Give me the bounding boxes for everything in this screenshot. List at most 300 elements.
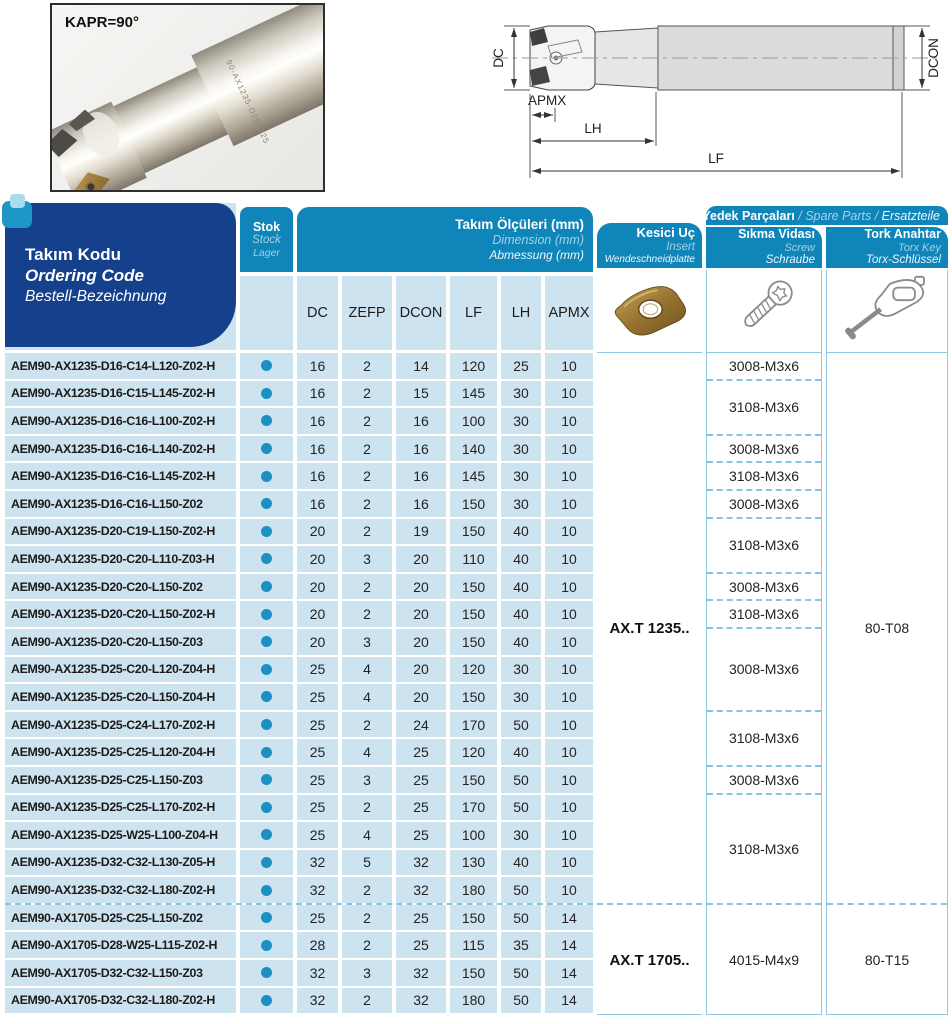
ordering-code: AEM90-AX1235-D16-C16-L140-Z02-H bbox=[5, 436, 236, 464]
dim-dc-value: 16 bbox=[297, 408, 338, 436]
dimensions-header-de: Abmessung (mm) bbox=[489, 247, 584, 262]
dim-zefp-value: 3 bbox=[342, 767, 392, 795]
dim-zefp-value: 2 bbox=[342, 932, 392, 960]
column-header-apmx: APMX bbox=[545, 276, 593, 350]
insert-column bbox=[597, 270, 702, 1015]
insert-header-de: Wendeschneidplatte bbox=[604, 253, 695, 265]
stock-cell bbox=[240, 822, 293, 850]
dim-lf-value: 150 bbox=[450, 601, 497, 629]
stock-cell bbox=[240, 491, 293, 519]
insert-groups bbox=[597, 353, 702, 1015]
dim-dc-value: 32 bbox=[297, 988, 338, 1016]
screw-group bbox=[707, 436, 821, 464]
dim-dc-value: 25 bbox=[297, 684, 338, 712]
stock-dot bbox=[261, 774, 272, 785]
stock-dot bbox=[261, 636, 272, 647]
dim-lh-value: 50 bbox=[501, 905, 541, 933]
ordering-code: AEM90-AX1235-D25-C25-L170-Z02-H bbox=[5, 795, 236, 823]
screw-group bbox=[707, 463, 821, 491]
screw-group bbox=[707, 712, 821, 767]
lh-label: LH bbox=[584, 121, 602, 136]
stock-column-header bbox=[240, 207, 293, 272]
ordering-header-en: Ordering Code bbox=[25, 266, 145, 286]
screw-group bbox=[707, 491, 821, 519]
dimension-column-headers bbox=[297, 276, 593, 350]
dim-zefp-value: 2 bbox=[342, 519, 392, 547]
ordering-code: AEM90-AX1235-D25-C24-L170-Z02-H bbox=[5, 712, 236, 740]
dim-apmx-value: 10 bbox=[545, 408, 593, 436]
dim-zefp-value: 2 bbox=[342, 905, 392, 933]
dim-dcon-value: 25 bbox=[396, 822, 446, 850]
dim-zefp-value: 2 bbox=[342, 988, 392, 1016]
catalog-table bbox=[5, 203, 948, 1021]
dim-zefp-value: 2 bbox=[342, 795, 392, 823]
stock-cell bbox=[240, 795, 293, 823]
dim-lh-value: 50 bbox=[501, 877, 541, 905]
dim-dcon-value: 20 bbox=[396, 574, 446, 602]
series-divider-dashed bbox=[5, 903, 593, 905]
screw-group bbox=[707, 353, 821, 381]
table-row bbox=[5, 905, 593, 933]
ordering-code: AEM90-AX1235-D16-C14-L120-Z02-H bbox=[5, 353, 236, 381]
dim-lh-value: 50 bbox=[501, 988, 541, 1016]
stock-dot bbox=[261, 553, 272, 564]
dim-lh-value: 40 bbox=[501, 546, 541, 574]
table-row bbox=[5, 491, 593, 519]
stock-dot bbox=[261, 664, 272, 675]
separator: / bbox=[794, 208, 806, 223]
stock-dot bbox=[261, 471, 272, 482]
stock-dot bbox=[261, 885, 272, 896]
stock-dot bbox=[261, 857, 272, 868]
stock-cell bbox=[240, 712, 293, 740]
torx-groups bbox=[827, 353, 947, 1015]
dim-apmx-value: 10 bbox=[545, 684, 593, 712]
table-row bbox=[5, 850, 593, 878]
torx-image-cell bbox=[827, 270, 947, 353]
dim-dcon-value: 25 bbox=[396, 795, 446, 823]
insert-image-cell bbox=[597, 270, 702, 353]
screw-group-label: 3108-M3x6 bbox=[728, 840, 800, 857]
stock-cell bbox=[240, 574, 293, 602]
stock-header-tr: Stok bbox=[252, 219, 281, 234]
dim-dcon-value: 14 bbox=[396, 353, 446, 381]
table-row bbox=[5, 574, 593, 602]
dim-dcon-value: 25 bbox=[396, 905, 446, 933]
column-header-zefp: ZEFP bbox=[342, 276, 392, 350]
dim-lf-value: 140 bbox=[450, 436, 497, 464]
dim-dcon-value: 16 bbox=[396, 408, 446, 436]
screw-group-label: 3108-M3x6 bbox=[728, 399, 800, 416]
dim-zefp-value: 4 bbox=[342, 657, 392, 685]
ordering-code: AEM90-AX1235-D25-C25-L150-Z03 bbox=[5, 767, 236, 795]
dim-lh-value: 50 bbox=[501, 795, 541, 823]
stock-dot bbox=[261, 719, 272, 730]
stock-cell bbox=[240, 932, 293, 960]
ordering-code: AEM90-AX1235-D32-C32-L130-Z05-H bbox=[5, 850, 236, 878]
torx-header-de: Torx-Schlüssel bbox=[866, 254, 941, 267]
dim-dc-value: 25 bbox=[297, 767, 338, 795]
screw-icon bbox=[712, 275, 816, 347]
table-row bbox=[5, 932, 593, 960]
torx-group-label: 80-T08 bbox=[864, 620, 910, 636]
dim-zefp-value: 3 bbox=[342, 960, 392, 988]
screw-group bbox=[707, 381, 821, 436]
ordering-code: AEM90-AX1705-D32-C32-L150-Z03 bbox=[5, 960, 236, 988]
dim-dc-value: 32 bbox=[297, 960, 338, 988]
torx-group-label: 80-T15 bbox=[864, 952, 910, 969]
ordering-code: AEM90-AX1235-D20-C19-L150-Z02-H bbox=[5, 519, 236, 547]
ordering-code: AEM90-AX1235-D20-C20-L150-Z02 bbox=[5, 574, 236, 602]
table-row bbox=[5, 546, 593, 574]
torx-group bbox=[827, 905, 947, 1015]
stock-dot bbox=[261, 691, 272, 702]
dim-lh-value: 30 bbox=[501, 822, 541, 850]
ordering-code: AEM90-AX1235-D16-C16-L150-Z02 bbox=[5, 491, 236, 519]
insert-group-label: AX.T 1705.. bbox=[609, 951, 690, 969]
dim-lh-value: 40 bbox=[501, 601, 541, 629]
dim-dcon-value: 20 bbox=[396, 629, 446, 657]
ordering-code: AEM90-AX1235-D32-C32-L180-Z02-H bbox=[5, 877, 236, 905]
stock-dot bbox=[261, 940, 272, 951]
spare-parts-de: Ersatzteile bbox=[881, 208, 940, 223]
table-row bbox=[5, 463, 593, 491]
dim-dc-value: 20 bbox=[297, 546, 338, 574]
stock-cell bbox=[240, 381, 293, 409]
screw-group-label: 3108-M3x6 bbox=[728, 606, 800, 623]
dim-dc-value: 16 bbox=[297, 463, 338, 491]
ordering-code: AEM90-AX1705-D32-C32-L180-Z02-H bbox=[5, 988, 236, 1016]
dim-zefp-value: 3 bbox=[342, 629, 392, 657]
spare-parts-band bbox=[702, 206, 948, 225]
ordering-code: AEM90-AX1705-D28-W25-L115-Z02-H bbox=[5, 932, 236, 960]
spare-parts-tr: Yedek Parçaları bbox=[702, 208, 795, 223]
stock-cell bbox=[240, 767, 293, 795]
dim-dc-value: 20 bbox=[297, 629, 338, 657]
dim-zefp-value: 2 bbox=[342, 463, 392, 491]
dim-dcon-value: 32 bbox=[396, 960, 446, 988]
ordering-code: AEM90-AX1235-D16-C16-L145-Z02-H bbox=[5, 463, 236, 491]
screw-group-label: 4015-M4x9 bbox=[728, 952, 800, 969]
dim-lh-value: 30 bbox=[501, 381, 541, 409]
dim-dcon-value: 25 bbox=[396, 767, 446, 795]
dim-lh-value: 30 bbox=[501, 436, 541, 464]
dim-lf-value: 150 bbox=[450, 574, 497, 602]
screw-group bbox=[707, 629, 821, 712]
dim-dc-value: 20 bbox=[297, 519, 338, 547]
column-header-lh: LH bbox=[501, 276, 541, 350]
ordering-code: AEM90-AX1235-D20-C20-L150-Z03 bbox=[5, 629, 236, 657]
torx-column-header bbox=[826, 227, 948, 268]
dim-dc-value: 25 bbox=[297, 712, 338, 740]
dim-apmx-value: 10 bbox=[545, 381, 593, 409]
dim-lf-value: 150 bbox=[450, 491, 497, 519]
stock-header-de: Lager bbox=[253, 247, 280, 260]
screw-group-label: 3008-M3x6 bbox=[728, 440, 800, 457]
dim-apmx-value: 10 bbox=[545, 877, 593, 905]
dim-apmx-value: 10 bbox=[545, 850, 593, 878]
dim-dc-value: 32 bbox=[297, 877, 338, 905]
dim-lf-value: 150 bbox=[450, 905, 497, 933]
stock-dot bbox=[261, 747, 272, 758]
screw-column bbox=[706, 270, 822, 1015]
screw-group-label: 3008-M3x6 bbox=[728, 578, 800, 595]
stock-dot bbox=[261, 829, 272, 840]
dim-lf-value: 120 bbox=[450, 739, 497, 767]
dim-lh-value: 50 bbox=[501, 712, 541, 740]
stock-cell bbox=[240, 436, 293, 464]
tool-engraving: 90-AX1235-D25-C25 bbox=[224, 58, 272, 146]
dim-zefp-value: 2 bbox=[342, 381, 392, 409]
dim-lf-value: 145 bbox=[450, 463, 497, 491]
ordering-header-de: Bestell-Bezeichnung bbox=[25, 287, 167, 305]
dim-apmx-value: 10 bbox=[545, 795, 593, 823]
dim-apmx-value: 10 bbox=[545, 546, 593, 574]
insert-column-header bbox=[597, 223, 702, 268]
dim-apmx-value: 14 bbox=[545, 960, 593, 988]
dim-dcon-value: 32 bbox=[396, 988, 446, 1016]
stock-cell bbox=[240, 850, 293, 878]
dim-lf-value: 120 bbox=[450, 353, 497, 381]
screw-groups bbox=[707, 353, 821, 1015]
dim-apmx-value: 10 bbox=[545, 629, 593, 657]
screw-group bbox=[707, 601, 821, 629]
dim-apmx-value: 10 bbox=[545, 739, 593, 767]
stock-dot bbox=[261, 388, 272, 399]
dim-lh-value: 30 bbox=[501, 491, 541, 519]
torx-header-en: Torx Key bbox=[897, 241, 941, 254]
screw-image-cell bbox=[707, 270, 821, 353]
dim-lh-value: 30 bbox=[501, 684, 541, 712]
table-row bbox=[5, 601, 593, 629]
dim-dc-value: 16 bbox=[297, 436, 338, 464]
stock-cell bbox=[240, 408, 293, 436]
screw-group bbox=[707, 519, 821, 574]
dim-lf-value: 150 bbox=[450, 629, 497, 657]
dim-apmx-value: 10 bbox=[545, 353, 593, 381]
tool-photo-panel bbox=[50, 3, 325, 192]
table-row bbox=[5, 739, 593, 767]
tool-photo bbox=[50, 3, 325, 192]
ordering-code: AEM90-AX1235-D20-C20-L150-Z02-H bbox=[5, 601, 236, 629]
ordering-code: AEM90-AX1235-D16-C15-L145-Z02-H bbox=[5, 381, 236, 409]
dim-zefp-value: 4 bbox=[342, 739, 392, 767]
stock-dot bbox=[261, 967, 272, 978]
table-row bbox=[5, 657, 593, 685]
dim-dc-value: 25 bbox=[297, 795, 338, 823]
screw-group bbox=[707, 767, 821, 795]
dim-dc-value: 25 bbox=[297, 822, 338, 850]
dim-lh-value: 40 bbox=[501, 519, 541, 547]
dim-apmx-value: 14 bbox=[545, 988, 593, 1016]
table-row bbox=[5, 960, 593, 988]
stock-cell bbox=[240, 629, 293, 657]
table-row bbox=[5, 629, 593, 657]
torx-header-tr: Tork Anahtar bbox=[864, 227, 941, 242]
dim-apmx-value: 10 bbox=[545, 601, 593, 629]
column-header-lf: LF bbox=[450, 276, 497, 350]
dim-dcon-value: 20 bbox=[396, 601, 446, 629]
insert-group bbox=[597, 353, 702, 905]
stock-cell bbox=[240, 546, 293, 574]
column-header-dc: DC bbox=[297, 276, 338, 350]
dimensions-header-tr: Takım Ölçüleri (mm) bbox=[455, 216, 584, 232]
dim-dc-value: 25 bbox=[297, 739, 338, 767]
torx-key-icon bbox=[832, 275, 942, 347]
dim-dc-value: 28 bbox=[297, 932, 338, 960]
table-row bbox=[5, 436, 593, 464]
screw-group-label: 3008-M3x6 bbox=[728, 661, 800, 678]
table-row bbox=[5, 519, 593, 547]
apmx-label: APMX bbox=[528, 93, 567, 108]
dim-lh-value: 50 bbox=[501, 767, 541, 795]
dim-zefp-value: 2 bbox=[342, 491, 392, 519]
dc-label: DC bbox=[491, 48, 506, 68]
screw-header-de: Schraube bbox=[765, 254, 815, 267]
dim-lh-value: 30 bbox=[501, 408, 541, 436]
dim-apmx-value: 10 bbox=[545, 574, 593, 602]
dim-zefp-value: 4 bbox=[342, 822, 392, 850]
dimensions-header-en: Dimension (mm) bbox=[492, 232, 584, 247]
dim-lh-value: 40 bbox=[501, 850, 541, 878]
dim-lf-value: 150 bbox=[450, 960, 497, 988]
dim-apmx-value: 10 bbox=[545, 463, 593, 491]
stock-cell bbox=[240, 601, 293, 629]
dim-dcon-value: 16 bbox=[396, 491, 446, 519]
dim-dcon-value: 25 bbox=[396, 739, 446, 767]
column-header-dcon: DCON bbox=[396, 276, 446, 350]
screw-group-label: 3008-M3x6 bbox=[728, 495, 800, 512]
table-row bbox=[5, 988, 593, 1016]
dim-lh-value: 30 bbox=[501, 657, 541, 685]
dim-lf-value: 145 bbox=[450, 381, 497, 409]
dimensions-header bbox=[297, 207, 593, 272]
stock-header-en: Stock bbox=[252, 234, 281, 247]
dim-apmx-value: 14 bbox=[545, 932, 593, 960]
screw-group-label: 3108-M3x6 bbox=[728, 537, 800, 554]
torx-group bbox=[827, 353, 947, 905]
table-row bbox=[5, 684, 593, 712]
bookmark-tab-icon bbox=[2, 194, 33, 229]
ordering-code: AEM90-AX1705-D25-C25-L150-Z02 bbox=[5, 905, 236, 933]
dim-dcon-value: 16 bbox=[396, 436, 446, 464]
dim-dcon-value: 32 bbox=[396, 850, 446, 878]
dim-dcon-value: 20 bbox=[396, 684, 446, 712]
dim-lf-value: 170 bbox=[450, 712, 497, 740]
screw-group-label: 3008-M3x6 bbox=[728, 357, 800, 374]
dim-dcon-value: 20 bbox=[396, 657, 446, 685]
ordering-code: AEM90-AX1235-D25-C20-L120-Z04-H bbox=[5, 657, 236, 685]
dim-lf-value: 110 bbox=[450, 546, 497, 574]
dim-apmx-value: 14 bbox=[545, 905, 593, 933]
insert-header-tr: Kesici Uç bbox=[636, 225, 695, 241]
stock-subheader-cell bbox=[240, 276, 293, 350]
dim-apmx-value: 10 bbox=[545, 491, 593, 519]
stock-cell bbox=[240, 877, 293, 905]
dim-lf-value: 150 bbox=[450, 684, 497, 712]
dim-zefp-value: 2 bbox=[342, 408, 392, 436]
screw-group bbox=[707, 795, 821, 905]
screw-group-label: 3108-M3x6 bbox=[728, 730, 800, 747]
kapr-angle-label: KAPR=90° bbox=[65, 14, 139, 31]
dim-lf-value: 115 bbox=[450, 932, 497, 960]
dimension-diagram bbox=[478, 2, 950, 192]
stock-cell bbox=[240, 657, 293, 685]
stock-cell bbox=[240, 905, 293, 933]
ordering-code: AEM90-AX1235-D25-C25-L120-Z04-H bbox=[5, 739, 236, 767]
ordering-code: AEM90-AX1235-D25-W25-L100-Z04-H bbox=[5, 822, 236, 850]
spare-parts-en: Spare Parts bbox=[805, 208, 872, 223]
screw-header-en: Screw bbox=[784, 241, 815, 254]
stock-dot bbox=[261, 498, 272, 509]
dim-lf-value: 150 bbox=[450, 519, 497, 547]
dim-zefp-value: 2 bbox=[342, 574, 392, 602]
table-row bbox=[5, 408, 593, 436]
stock-cell bbox=[240, 739, 293, 767]
ordering-code: AEM90-AX1235-D20-C20-L110-Z03-H bbox=[5, 546, 236, 574]
dim-lh-value: 40 bbox=[501, 629, 541, 657]
dim-dcon-value: 32 bbox=[396, 877, 446, 905]
screw-group-label: 3108-M3x6 bbox=[728, 468, 800, 485]
dim-zefp-value: 4 bbox=[342, 684, 392, 712]
table-rows bbox=[5, 353, 593, 1015]
dim-zefp-value: 2 bbox=[342, 436, 392, 464]
table-row bbox=[5, 712, 593, 740]
dim-dc-value: 16 bbox=[297, 491, 338, 519]
dim-lh-value: 30 bbox=[501, 463, 541, 491]
dim-zefp-value: 2 bbox=[342, 601, 392, 629]
dim-apmx-value: 10 bbox=[545, 436, 593, 464]
stock-cell bbox=[240, 353, 293, 381]
dim-dc-value: 32 bbox=[297, 850, 338, 878]
dim-lh-value: 35 bbox=[501, 932, 541, 960]
stock-cell bbox=[240, 960, 293, 988]
ordering-code: AEM90-AX1235-D16-C16-L100-Z02-H bbox=[5, 408, 236, 436]
stock-dot bbox=[261, 912, 272, 923]
insert-icon bbox=[602, 275, 698, 347]
dim-lf-value: 170 bbox=[450, 795, 497, 823]
dim-lf-value: 180 bbox=[450, 988, 497, 1016]
dim-dc-value: 25 bbox=[297, 905, 338, 933]
stock-cell bbox=[240, 519, 293, 547]
dim-lf-value: 100 bbox=[450, 408, 497, 436]
dim-dcon-value: 15 bbox=[396, 381, 446, 409]
stock-cell bbox=[240, 684, 293, 712]
dim-zefp-value: 5 bbox=[342, 850, 392, 878]
dim-lh-value: 40 bbox=[501, 574, 541, 602]
screw-group-label: 3008-M3x6 bbox=[728, 771, 800, 788]
dim-dc-value: 16 bbox=[297, 381, 338, 409]
stock-dot bbox=[261, 526, 272, 537]
lf-label: LF bbox=[708, 151, 724, 166]
dim-lf-value: 130 bbox=[450, 850, 497, 878]
dim-apmx-value: 10 bbox=[545, 822, 593, 850]
dim-dc-value: 25 bbox=[297, 657, 338, 685]
dim-apmx-value: 10 bbox=[545, 712, 593, 740]
stock-dot bbox=[261, 581, 272, 592]
bookmark-notch bbox=[10, 194, 25, 208]
dim-dc-value: 16 bbox=[297, 353, 338, 381]
dim-lh-value: 50 bbox=[501, 960, 541, 988]
dcon-label: DCON bbox=[926, 38, 941, 78]
stock-cell bbox=[240, 988, 293, 1016]
screw-group bbox=[707, 574, 821, 602]
dim-dcon-value: 19 bbox=[396, 519, 446, 547]
screw-header-tr: Sıkma Vidası bbox=[738, 227, 815, 242]
screw-group bbox=[707, 905, 821, 1015]
table-row bbox=[5, 795, 593, 823]
stock-dot bbox=[261, 415, 272, 426]
